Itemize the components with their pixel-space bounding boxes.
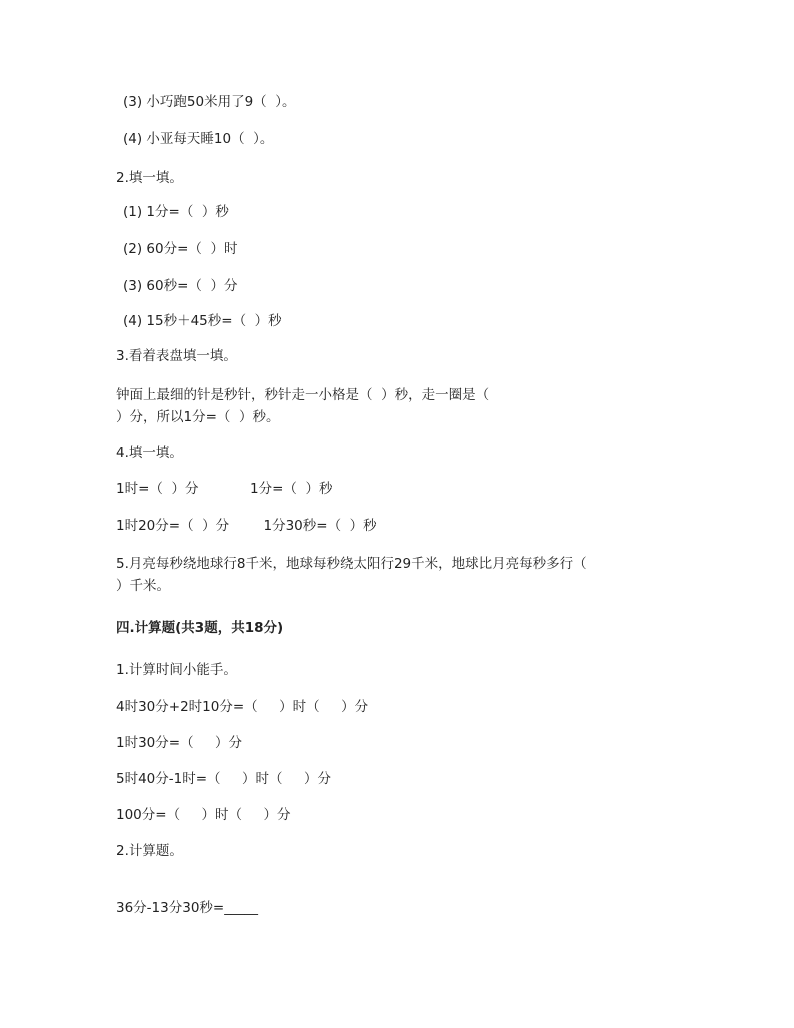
q3-text-line-1: 钟面上最细的针是秒针，秒针走一小格是（ ）秒，走一圈是（ xyxy=(116,387,490,403)
question-heading-4: 4.填一填。 xyxy=(116,445,183,461)
q5-text-line-2: ）千米。 xyxy=(116,578,170,594)
calc-question-2: 2.计算题。 xyxy=(116,843,183,859)
calc-1-row-4: 100分=（ ）时（ ）分 xyxy=(116,807,291,823)
fill-blank-3: (3) 小巧跑50米用了9（ ）。 xyxy=(123,94,296,110)
q5-text-line-1: 5.月亮每秒绕地球行8千米，地球每秒绕太阳行29千米，地球比月亮每秒多行（ xyxy=(116,556,587,572)
q2-item-3: (3) 60秒=（ ）分 xyxy=(123,278,238,294)
q4-row-1: 1时=（ ）分 1分=（ ）秒 xyxy=(116,481,333,497)
section-heading-calculation: 四.计算题(共3题，共18分) xyxy=(116,620,284,636)
calc-question-1: 1.计算时间小能手。 xyxy=(116,662,237,678)
q4-row-2: 1时20分=（ ）分 1分30秒=（ ）秒 xyxy=(116,518,377,534)
question-heading-2: 2.填一填。 xyxy=(116,170,183,186)
fill-blank-4: (4) 小亚每天睡10（ ）。 xyxy=(123,131,274,147)
q3-text-line-2: ）分，所以1分=（ ）秒。 xyxy=(116,409,280,425)
question-heading-3: 3.看着表盘填一填。 xyxy=(116,348,237,364)
q2-item-1: (1) 1分=（ ）秒 xyxy=(123,204,229,220)
calc-1-row-2: 1时30分=（ ）分 xyxy=(116,735,243,751)
calc-2-expression: 36分-13分30秒=_____ xyxy=(116,900,258,916)
q2-item-4: (4) 15秒＋45秒=（ ）秒 xyxy=(123,313,282,329)
calc-1-row-3: 5时40分-1时=（ ）时（ ）分 xyxy=(116,771,331,787)
q2-item-2: (2) 60分=（ ）时 xyxy=(123,241,238,257)
calc-1-row-1: 4时30分+2时10分=（ ）时（ ）分 xyxy=(116,699,369,715)
